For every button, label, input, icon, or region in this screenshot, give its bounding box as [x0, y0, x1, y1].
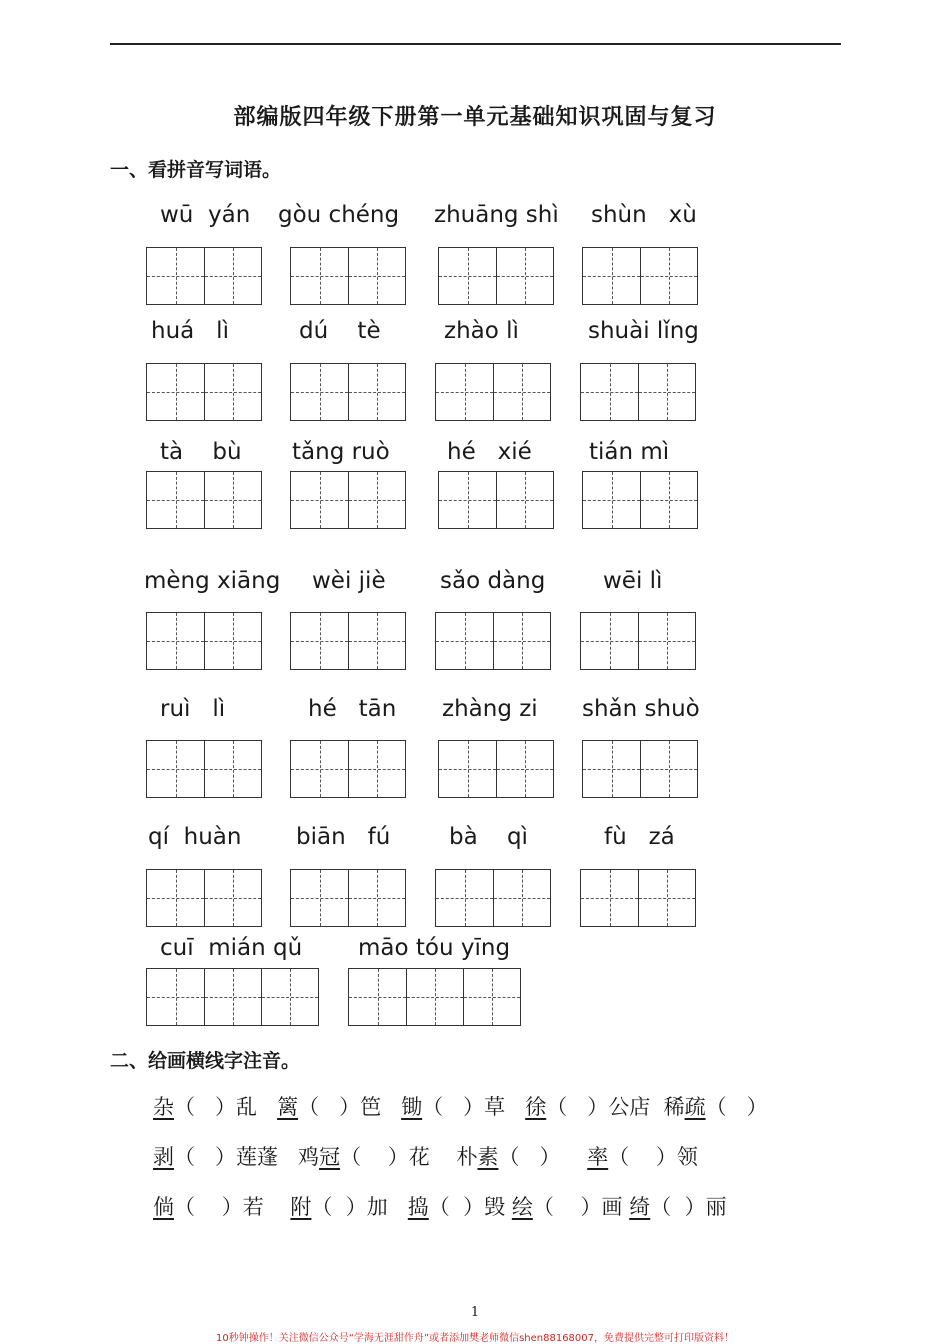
underlined-character: 素 — [477, 1145, 499, 1169]
writing-cell[interactable] — [348, 870, 405, 926]
annotation-text: （ ）加 — [311, 1195, 408, 1219]
writing-cell[interactable] — [291, 613, 348, 669]
writing-cell[interactable] — [291, 248, 348, 304]
annotation-text: （ ） — [705, 1095, 768, 1119]
top-rule — [110, 43, 841, 45]
annotation-line — [153, 1147, 698, 1168]
underlined-character: 绘 — [511, 1195, 533, 1219]
underlined-character: 附 — [290, 1195, 312, 1219]
writing-grid[interactable] — [435, 612, 551, 670]
underlined-character: 率 — [587, 1145, 609, 1169]
underlined-character: 疏 — [684, 1095, 706, 1119]
writing-cell[interactable] — [147, 870, 204, 926]
underlined-character: 锄 — [401, 1095, 423, 1119]
writing-cell[interactable] — [147, 364, 204, 420]
annotation-text: （ ）公店 稀 — [546, 1095, 685, 1119]
pinyin-label: māo tóu yīng — [358, 935, 511, 961]
writing-cell[interactable] — [348, 472, 405, 528]
writing-cell[interactable] — [204, 969, 261, 1025]
writing-cell[interactable] — [493, 870, 550, 926]
pinyin-label: fù zá — [604, 824, 675, 850]
writing-cell[interactable] — [640, 472, 697, 528]
writing-cell[interactable] — [348, 248, 405, 304]
writing-grid[interactable] — [290, 363, 406, 421]
writing-cell[interactable] — [147, 472, 204, 528]
writing-grid[interactable] — [146, 612, 262, 670]
writing-grid[interactable] — [580, 363, 696, 421]
writing-cell[interactable] — [348, 741, 405, 797]
pinyin-label: tián mì — [589, 439, 670, 465]
writing-cell[interactable] — [638, 364, 695, 420]
pinyin-label: wēi lì — [603, 568, 663, 594]
page-title: 部编版四年级下册第一单元基础知识巩固与复习 — [233, 104, 717, 130]
annotation-text: （ ）若 — [174, 1195, 291, 1219]
writing-cell[interactable] — [439, 741, 496, 797]
writing-cell[interactable] — [583, 472, 640, 528]
writing-cell[interactable] — [496, 741, 553, 797]
writing-grid[interactable] — [290, 869, 406, 927]
writing-cell[interactable] — [638, 613, 695, 669]
pinyin-label: shùn xù — [591, 202, 697, 228]
footer-notice: 10秒钟操作！关注微信公众号“学海无涯甜作舟”或者添加樊老师微信shen88168007，免费提供完整可打印版资料！ — [215, 1333, 735, 1344]
writing-cell[interactable] — [204, 248, 261, 304]
writing-cell[interactable] — [291, 741, 348, 797]
underlined-character: 剥 — [153, 1145, 174, 1169]
writing-grid[interactable] — [580, 869, 696, 927]
underlined-character: 冠 — [319, 1145, 341, 1169]
pinyin-label: zhào lì — [444, 318, 519, 344]
annotation-text: （ ）草 — [422, 1095, 526, 1119]
writing-cell[interactable] — [493, 364, 550, 420]
pinyin-label: mèng xiāng — [144, 568, 281, 594]
pinyin-label: tǎng ruò — [292, 439, 390, 465]
writing-cell[interactable] — [436, 364, 493, 420]
writing-cell[interactable] — [493, 613, 550, 669]
writing-grid[interactable] — [438, 471, 554, 529]
writing-cell[interactable] — [348, 613, 405, 669]
writing-cell[interactable] — [496, 248, 553, 304]
underlined-character: 倘 — [153, 1195, 174, 1219]
pinyin-label: hé tān — [308, 696, 397, 722]
pinyin-label: zhàng zi — [442, 696, 538, 722]
writing-cell[interactable] — [204, 364, 261, 420]
writing-grid[interactable] — [290, 740, 406, 798]
underlined-character: 杂 — [153, 1095, 174, 1119]
page-number: 1 — [470, 1305, 480, 1320]
writing-cell[interactable] — [463, 969, 520, 1025]
pinyin-label: shuài lǐng — [588, 318, 699, 344]
writing-grid[interactable] — [146, 363, 262, 421]
writing-cell[interactable] — [204, 870, 261, 926]
pinyin-label: dú tè — [299, 318, 381, 344]
underlined-character: 篱 — [277, 1095, 299, 1119]
writing-grid[interactable] — [435, 869, 551, 927]
annotation-line — [153, 1197, 727, 1218]
writing-cell[interactable] — [436, 870, 493, 926]
writing-cell[interactable] — [581, 364, 638, 420]
pinyin-label: zhuāng shì — [434, 202, 559, 228]
writing-grid[interactable] — [290, 247, 406, 305]
pinyin-label: qí huàn — [148, 824, 242, 850]
annotation-text: （ ）领 — [608, 1145, 698, 1169]
pinyin-label: bà qì — [449, 824, 528, 850]
writing-cell[interactable] — [204, 741, 261, 797]
underlined-character: 徐 — [525, 1095, 547, 1119]
pinyin-label: tà bù — [160, 439, 242, 465]
pinyin-label: shǎn shuò — [582, 696, 700, 722]
writing-grid[interactable] — [146, 869, 262, 927]
writing-cell[interactable] — [583, 741, 640, 797]
writing-grid[interactable] — [582, 740, 698, 798]
writing-cell[interactable] — [291, 870, 348, 926]
annotation-text: （ ）笆 — [298, 1095, 402, 1119]
pinyin-label: wū yán — [160, 202, 251, 228]
writing-cell[interactable] — [147, 248, 204, 304]
writing-cell[interactable] — [204, 613, 261, 669]
writing-grid[interactable] — [146, 740, 262, 798]
pinyin-label: hé xié — [447, 439, 532, 465]
writing-grid[interactable] — [146, 471, 262, 529]
annotation-text: （ ） — [498, 1145, 588, 1169]
writing-grid[interactable] — [438, 740, 554, 798]
writing-cell[interactable] — [261, 969, 318, 1025]
writing-grid[interactable] — [580, 612, 696, 670]
writing-cell[interactable] — [291, 472, 348, 528]
writing-cell[interactable] — [583, 248, 640, 304]
writing-grid[interactable] — [438, 247, 554, 305]
pinyin-label: wèi jiè — [312, 568, 386, 594]
pinyin-label: sǎo dàng — [440, 568, 546, 594]
writing-cell[interactable] — [439, 472, 496, 528]
writing-grid[interactable] — [435, 363, 551, 421]
writing-grid[interactable] — [290, 612, 406, 670]
writing-cell[interactable] — [496, 472, 553, 528]
pinyin-label: huá lì — [151, 318, 229, 344]
annotation-text: （ ）乱 — [174, 1095, 278, 1119]
writing-cell[interactable] — [640, 248, 697, 304]
annotation-text: （ ）画 — [532, 1195, 630, 1219]
writing-grid[interactable] — [348, 968, 521, 1026]
section-1-heading: 一、看拼音写词语。 — [110, 159, 282, 181]
annotation-text: （ ）莲蓬 鸡 — [174, 1145, 320, 1169]
writing-cell[interactable] — [147, 741, 204, 797]
pinyin-label: gòu chéng — [278, 202, 400, 228]
writing-cell[interactable] — [640, 741, 697, 797]
writing-cell[interactable] — [439, 248, 496, 304]
writing-cell[interactable] — [204, 472, 261, 528]
writing-cell[interactable] — [147, 613, 204, 669]
annotation-text: （ ）丽 — [650, 1195, 727, 1219]
writing-cell[interactable] — [348, 364, 405, 420]
writing-grid[interactable] — [582, 471, 698, 529]
writing-cell[interactable] — [406, 969, 463, 1025]
writing-grid[interactable] — [290, 471, 406, 529]
writing-cell[interactable] — [638, 870, 695, 926]
writing-grid[interactable] — [146, 968, 319, 1026]
pinyin-label: biān fú — [296, 824, 391, 850]
annotation-text: （ ）花 朴 — [340, 1145, 478, 1169]
writing-cell[interactable] — [581, 870, 638, 926]
pinyin-label: cuī mián qǔ — [160, 935, 303, 961]
annotation-text: （ ）毁 — [428, 1195, 512, 1219]
pinyin-label: ruì lì — [160, 696, 226, 722]
writing-cell[interactable] — [147, 969, 204, 1025]
writing-cell[interactable] — [291, 364, 348, 420]
writing-grid[interactable] — [582, 247, 698, 305]
writing-grid[interactable] — [146, 247, 262, 305]
underlined-character: 绮 — [629, 1195, 651, 1219]
section-2-heading: 二、给画横线字注音。 — [110, 1050, 301, 1072]
writing-cell[interactable] — [436, 613, 493, 669]
writing-cell[interactable] — [581, 613, 638, 669]
writing-cell[interactable] — [349, 969, 406, 1025]
annotation-line — [153, 1097, 768, 1118]
underlined-character: 捣 — [407, 1195, 429, 1219]
